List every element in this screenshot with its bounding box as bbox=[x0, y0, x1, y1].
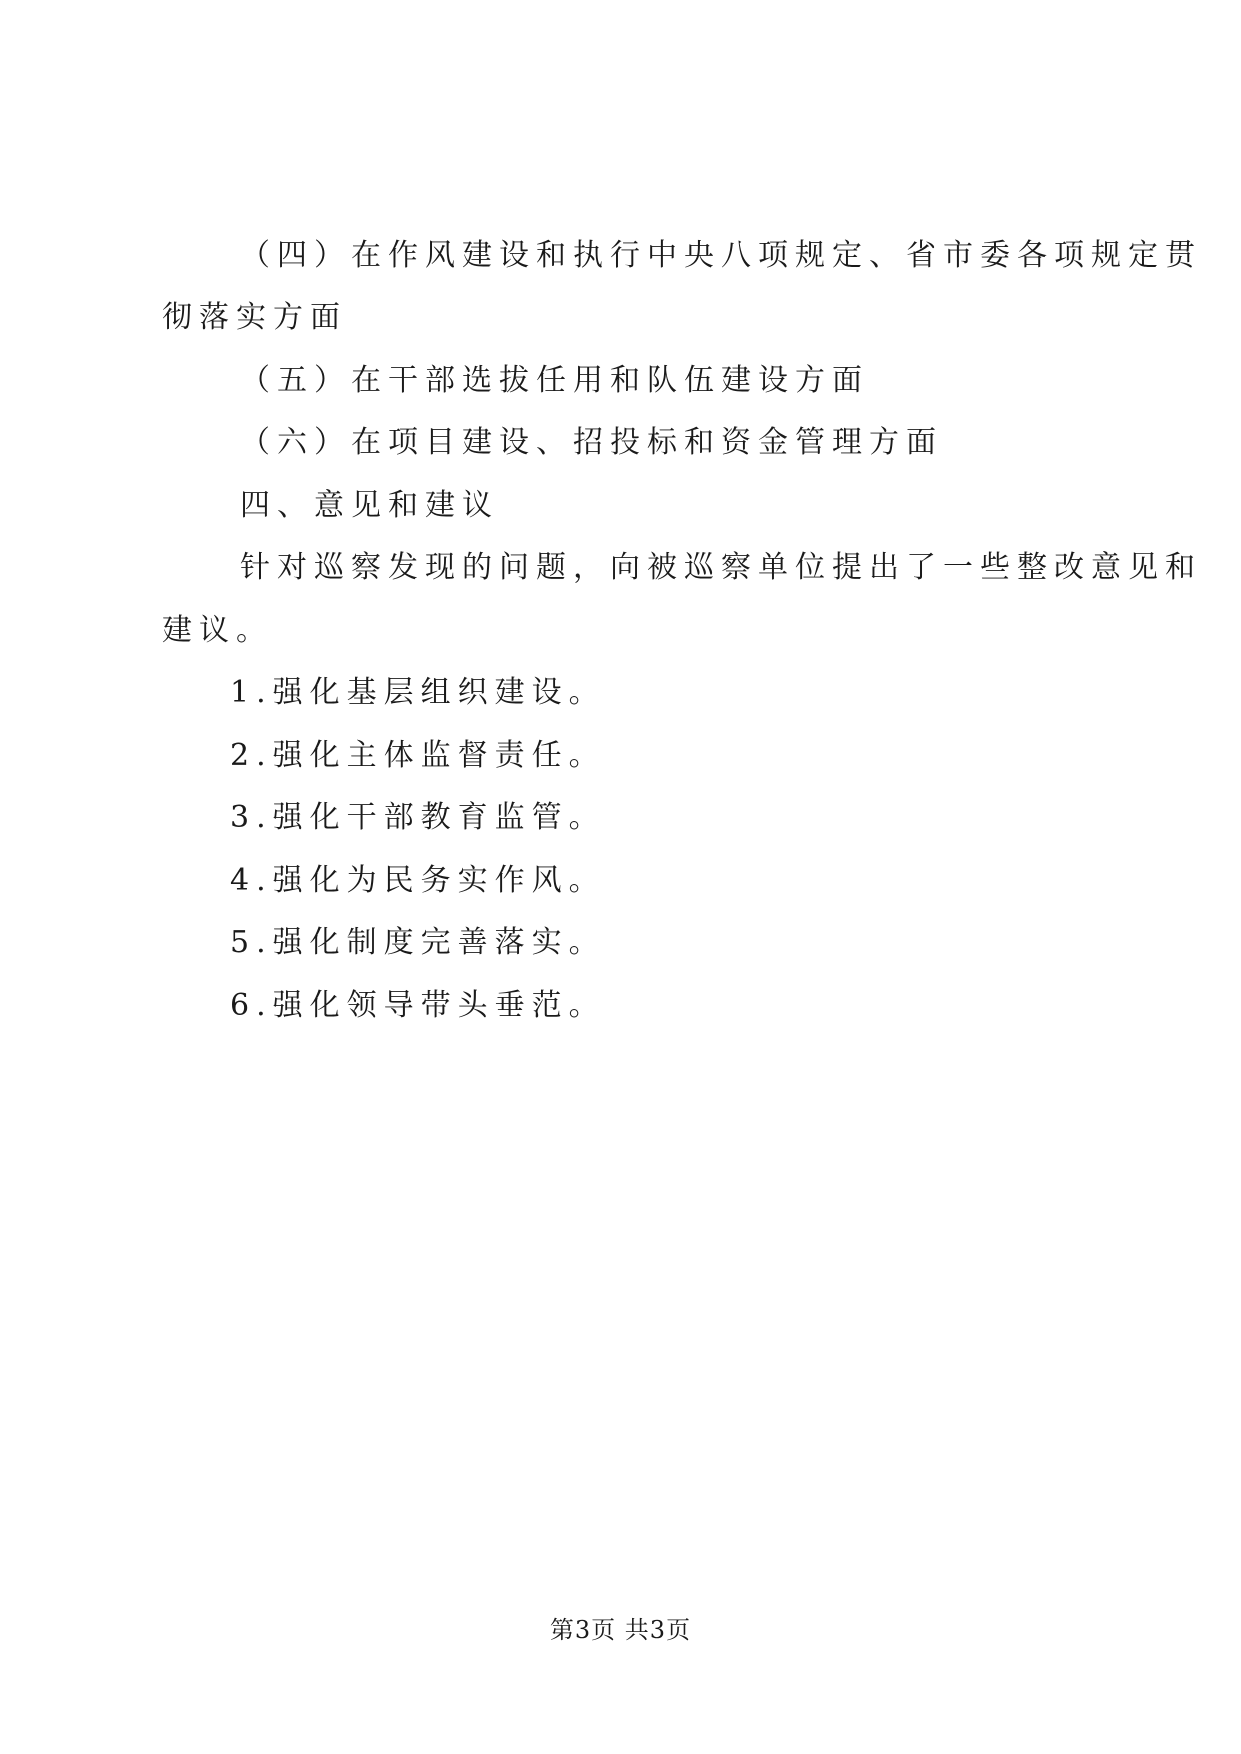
paragraph-line: （四）在作风建设和执行中央八项规定、省市委各项规定贯 bbox=[240, 238, 1202, 273]
section-heading: 四、意见和建议 bbox=[240, 488, 499, 523]
paragraph-line: （五）在干部选拔任用和队伍建设方面 bbox=[240, 363, 869, 398]
page-number: 第3页 共3页 bbox=[549, 1616, 692, 1644]
list-item: 2.强化主体监督责任。 bbox=[230, 738, 606, 773]
list-item: 5.强化制度完善落实。 bbox=[230, 925, 606, 960]
list-item: 4.强化为民务实作风。 bbox=[230, 863, 606, 898]
paragraph-line: 建议。 bbox=[162, 613, 273, 648]
paragraph-line: 针对巡察发现的问题，向被巡察单位提出了一些整改意见和 bbox=[240, 550, 1202, 585]
list-item: 1.强化基层组织建设。 bbox=[230, 675, 606, 710]
list-item: 3.强化干部教育监管。 bbox=[230, 800, 606, 835]
paragraph-line: 彻落实方面 bbox=[162, 300, 347, 335]
paragraph-line: （六）在项目建设、招投标和资金管理方面 bbox=[240, 425, 943, 460]
list-item: 6.强化领导带头垂范。 bbox=[230, 988, 606, 1023]
